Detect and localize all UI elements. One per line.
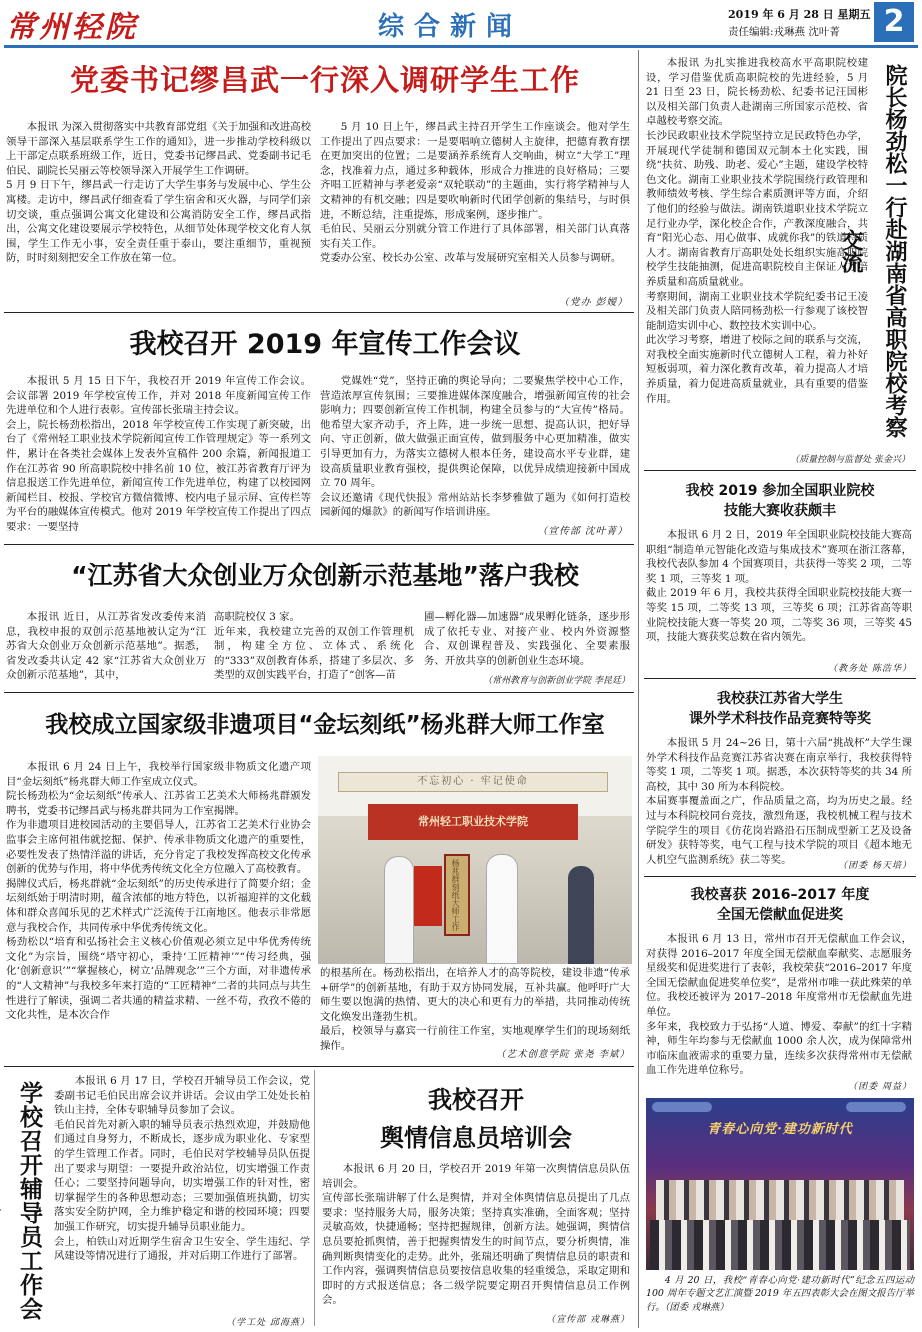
byline-a7: （质量控制与监督处 张金兴） [790, 455, 910, 465]
headline-a9-line2: 课外学术科技作品竞赛特等奖 [689, 711, 871, 727]
article-a9-text: 本报讯 5 月 24~26 日，第十六届“挑战杯”大学生课外学术科技作品竞赛江苏省决赛在南京举行，我校获得特等奖 1 项，二等奖 1 项。据悉，本次获特等奖的共 34 所高校，其中 30 所为本科院校。 本届赛事覆盖面之广，作品质量之高，均为历史之最。经过与本科院校同台竞技，激烈角逐，我校机械工程与技术学院学生的项目《仿花岗岩路沿石压制成型新工艺及设备研发》获特等奖，电气工程与技术学院的项目《超本地无人机空气监测系统》获二等奖。 [646, 737, 912, 866]
crowd-back-row [656, 1180, 904, 1220]
photo-plaque: 杨兆群刻纸大师工作 [444, 854, 470, 936]
headline-a10-line2: 全国无偿献血促进奖 [717, 907, 843, 923]
article-a2-col2: 党媒姓“党”，坚持正确的舆论导向；二要聚焦学校中心工作，营造浓厚宣传氛围；三要推进媒体深度融合，增强新闻宣传的社会影响力；四要创新宣传工作机制，构建全员参与的“大宣传”格局。他希望大家齐动手，齐上阵，进一步统一思想、提高认识，把好导向、守正创新，做大做强正面宣传，做到服务中心更加精准，做实引导更加有力，为落实立德树人根本任务，建设高水平专业群，建设高质量职业教育强校，提供舆论保障，以优异成绩迎接新中国成立 70 周年。 会议还邀请《现代快报》常州站站长李梦雅做了题为《如何打造校园新闻的爆款》的新闻写作培训讲座。 [320, 375, 630, 519]
person-right [486, 854, 518, 964]
headline-a9-line1: 我校获江苏省大学生 [717, 691, 843, 707]
article-a8-text: 本报讯 6 月 2 日，2019 年全国职业院校技能大赛高职组“制造单元智能化改造与集成技术”赛项在浙江落幕，我校代表队参加 4 个国赛项目，共获得一等奖 2 项，二等奖 1 项，三等奖 1 项。 截止 2019 年 6 月，我校共获得全国职业院校技能大赛一等奖 15 项，二等奖 13 项，三等奖 6 项；江苏省高等职业院校技能大赛一等奖 20 项，二等奖 36 项，三等奖 45 项，技能大赛获奖总数在省内领先。 [646, 529, 912, 644]
masthead-rule [4, 45, 918, 48]
byline-a6: （宣传部 戎琳燕） [546, 1315, 630, 1325]
article-a2-col1: 本报讯 5 月 15 日下午，我校召开 2019 年宣传工作会议。会议部署 2019 年学校宣传工作，并对 2018 年度新闻宣传工作先进单位和个人进行表彰。宣传部长张瑞主持会议。 会上，院长杨劲松指出，2018 年学校宣传工作实现了新突破，出台了《常州轻工职业技术学院新闻宣传工作管理规定》等一系列文件，累计在各类社会媒体上发表外宣稿件 200 余篇，新闻报道工作在江苏省 90 所高职院校中排名前 10 位，被江苏省教育厅评为信息报送工作先进单位，新闻宣传工作先进单位，构建了以校园网新闻栏目、校报、学校官方微信微博、校内电子显示屏、宣传栏等为平台的融媒体宣传模式。他对 2019 年学校宣传工作提出了四点要求：一要坚持 [6, 375, 311, 533]
article-a3-col2: 高职院校仅 3 家。 近年来，我校建立完善的双创工作管理机制，构建全方位、立体式、系统化的“333”双创教育体系，搭建了多层次、多类型的双创实践平台，打造了“创客—苗 [214, 611, 414, 682]
headline-a2: 我校召开 2019 年宣传工作会议 [129, 329, 521, 360]
column-divider [638, 50, 639, 1328]
headline-a8-line2: 技能大赛收获颇丰 [724, 503, 836, 519]
article-a4-col1: 本报讯 6 月 24 日上午，我校举行国家级非物质文化遗产项目“金坛刻纸”杨兆群大师工作室成立仪式。 院长杨劲松为“金坛刻纸”传承人、江苏省工艺美术大师杨兆群颁发聘书，党委书记缪昌武与杨兆群共同为工作室揭牌。 作为非遗项目进校园活动的主要倡导人，江苏省工艺美术行业协会监事会主席何祖伟就挖掘、保护、传承非物质文化遗产的重要性，必要性发表了热情洋溢的讲话，充分肯定了我校发挥高校文化传承创新的优势与作用，将中华优秀传统文化全方位融入了高校教育。 揭牌仪式后，杨兆群就“金坛刻纸”的历史传承进行了简要介绍；金坛刻纸始于明清时期，蕴含浓郁的地方特色，以祈福迎祥的文化载体和群众喜闻乐见的艺术样式广泛流传于江南地区。他表示非常愿意与我校合作，共同传承中华优秀传统文化。 杨劲松以“培育和弘扬社会主义核心价值观必须立足中华优秀传统文化”为宗旨，围绕“塔守初心，秉持‘工匠精神’”“传习经典，强化‘创新意识’”“掌握核心，树立‘品牌观念’”三个方面，对非遗传承的“人文精神”与我校多年来打造的“工匠精神”二者的共同点与共生性进行了解读，强调二者共通的精益求精、一丝不苟，孜孜不倦的文化共性，是本次合作 [6, 761, 311, 1022]
issue-date: 2019 年 6 月 28 日 星期五 [728, 8, 871, 21]
photo-banner: 不忘初心 · 牢记使命 [338, 772, 608, 792]
headline-a1: 党委书记缪昌武一行深入调研学生工作 [69, 63, 580, 97]
person-far-right [568, 866, 594, 964]
masthead [0, 0, 922, 44]
concert-photo [646, 1098, 914, 1270]
byline-a5: （学工处 邱海燕） [226, 1318, 310, 1328]
headline-a5: 学校召开辅导员工作会 [16, 1081, 42, 1321]
byline-a3: （常州教育与创新创业学院 李昆廷） [483, 676, 630, 686]
concert-banner: 青春心向党·建功新时代 [707, 1122, 853, 1137]
article-a3-col1: 本报讯 近日，从江苏省发改委传来消息，我校申报的双创示范基地被认定为“江苏省大众创业万众创新示范基地”。据悉，省发改委共认定 42 家“江苏省大众创业万众创新示范基地”，其中， [6, 611, 206, 682]
section-title: 综合新闻 [378, 12, 523, 42]
headline-a7: 院长杨劲松一行赴湖南省高职院校考察交流 [838, 64, 907, 438]
crowd-front-row [650, 1220, 910, 1270]
byline-a10: （团委 周益） [848, 1082, 912, 1092]
concert-caption: 4 月 20 日，我校“青春心向党·建功新时代”纪念五四运动 100 周年专题文艺汇演暨 2019 年五四表彰大会在图文报告厅举行。（团委 戎琳燕） [646, 1275, 914, 1313]
article-a4-col2: 的根基所在。杨劲松指出，在培养人才的高等院校，建设非遗“传承+研学”的创新基地，有助于双方协同发展，互补共赢。他呼吁广大师生要以饱满的热情、更大的决心和更有力的举措，共同推动传统文化焕发出蓬勃生机。 最后，校领导与嘉宾一行前往工作室，实地观摩学生们的现场刻纸操作。 [320, 967, 630, 1052]
byline-a2: （宣传部 沈叶菁） [537, 526, 628, 537]
article-a1-col2: 5 月 10 日上午，缪昌武主持召开学生工作座谈会。他对学生工作提出了四点要求：一是要唱响立德树人主旋律，把德育教育摆在更加突出的位置；二是要涵养系统育人交响曲，树立“大学工”理念，找准着力点，通过多种载体，形成合力推进的良好格局；三要齐唱工匠精神与孝老爱亲“双轮联动”的主题曲，实行将学精神与人文精神的有机交融；四是要吹响新时代团学创新的集结号，与时俱进，不断总结，注重提炼，形成案例，逐步推广。 毛伯民、吴丽云分别就分管工作进行了具体部署，相关部门认真落实有关工作。 党委办公室、校长办公室、改革与发展研究室相关人员参与调研。 [320, 121, 630, 265]
page-number: 2 [874, 2, 914, 42]
headline-a6-line1: 我校召开 [428, 1086, 524, 1114]
stage-light-right [846, 1102, 906, 1112]
divider-a8 [644, 678, 916, 679]
byline-a8: （教务处 陈浩华） [828, 664, 912, 674]
divider-a9 [644, 876, 916, 877]
divider-a2 [4, 544, 634, 545]
article-a3-col3: 圃—孵化器—加速器”成果孵化链条，逐步形成了依托专业、对接产业、校内外资源整合、双创课程普及、实践强化、全要素服务、开放共享的创新创业生态环境。 [424, 611, 630, 667]
byline-a4: （艺术创意学院 张尧 李斌） [495, 1049, 630, 1060]
paper-name: 常州轻院 [6, 10, 138, 45]
byline-a9: （团委 杨天培） [838, 861, 912, 871]
divider-a4 [4, 1066, 634, 1067]
headline-a6-line2: 舆情信息员培训会 [380, 1124, 572, 1152]
ceremony-photo [318, 756, 632, 964]
article-a10-text: 本报讯 6 月 13 日，常州市召开无偿献血工作会议，对获得 2016–2017 年度全国无偿献血奉献奖、志愿服务星级奖和促进奖进行了表彰，我校荣获“2016–2017 年度全国无偿献血促进奖单位奖”，是常州市唯一获此殊荣的单位。我校还被评为 2017–2018 年度常州市无偿献血先进单位。 多年来，我校致力于弘扬“人道、博爱、奉献”的红十字精神，师生年均参与无偿献血 1000 余人次，成为保障常州市临床血液需求的重要力量，连续多次获得常州市无偿献血工作先进单位称号。 [646, 933, 912, 1077]
divider-a7 [644, 470, 916, 471]
divider-a1 [4, 312, 634, 313]
person-left [384, 856, 414, 964]
headline-a10-line1: 我校喜获 2016–2017 年度 [690, 887, 870, 903]
divider-a5 [314, 1070, 315, 1326]
article-a1-col1: 本报讯 为深入贯彻落实中共教育部党组《关于加强和改进高校领导干部深入基层联系学生工作的通知》，进一步推动学校科级以上干部定点联系班级工作，近日，党委书记缪昌武、党委副书记毛伯民、副院长吴丽云等校领导深入开展学生工作调研。 5 月 9 日下午，缪昌武一行走访了大学生事务与发展中心、学生公寓楼。走访中，缪昌武仔细查看了学生宿舍和灭火器，与同学们亲切交谈，重点强调公寓文化建设和公寓消防安全工作，缪昌武指出，公寓文化建设要展示学校特色，从细节处体现学校文化育人氛围，学生工作无小事，安全责任重于泰山，要注重细节，重视预防，时时刻刻把安全工作放在第一位。 [6, 121, 311, 265]
byline-a1: （党办 彭嫒） [559, 297, 628, 308]
headline-a8-line1: 我校 2019 参加全国职业院校 [685, 483, 875, 499]
headline-a4: 我校成立国家级非遗项目“金坛刻纸”杨兆群大师工作室 [45, 712, 605, 738]
photo-board: 常州轻工职业技术学院 [368, 804, 578, 840]
editors: 责任编辑:戎琳燕 沈叶菁 [728, 26, 840, 38]
article-a6-text: 本报讯 6 月 20 日，学校召开 2019 年第一次舆情信息员队伍培训会。 宣传部长张瑞讲解了什么是舆情，并对全体舆情信息员提出了几点要求：坚持服务大局，服务决策；坚持真实准确，全面客观；坚持灵敏高效，快捷通畅；坚持把握规律，创新方法。她强调，舆情信息员要抢抓舆情，善于把握舆情发生的时间节点，要分析舆情，准确判断舆情变化的走势。此外，张瑞还明确了舆情信息员的职责和工作内容，强调舆情信息员要按信息收集的轻重缓急，采取定期和即时的方式报送信息；各二级学院要定期召开舆情信息员工作例会。 [322, 1163, 630, 1307]
red-cloth [414, 866, 442, 926]
article-a5-text: 本报讯 6 月 17 日，学校召开辅导员工作会议，党委副书记毛伯民出席会议并讲话。会议由学工处处长柏铁山主持，全体专职辅导员参加了会议。 毛伯民首先对新入职的辅导员表示热烈欢迎，并鼓励他们通过自身努力，不断成长，逐步成为职业化、专家型的学生管理工作者。同时，毛伯民对学校辅导员队伍提出了要求与期望：一要提升政治站位，切实增强工作责任心；二要坚持问题导向，切实增强工作的针对性，密切掌握学生的各种思想动态；三要加强值班执勤，切实落实安全防护网，全力维护稳定和谐的校园环境；四要加强工作研究，切实提升辅导员职业能力。 会上，柏铁山对近期学生宿舍卫生安全、学生违纪、学风建设等情况进行了通报，并对后期工作进行了部署。 [54, 1075, 310, 1263]
article-a7-text: 本报讯 为扎实推进我校高水平高职院校建设，学习借鉴优质高职院校的先进经验，5 月 21 日至 23 日，院长杨劲松、纪委书记汪国彬以及相关部门负责人赴湖南三所国家示范校、省卓越校考察交流。 长沙民政职业技术学院坚持立足民政特色办学，开展现代学徒制和德国双元制本土化实践，围绕“扶贫、助残、助老、爱心”主题，建设学校特色文化。湖南工业职业技术学院围绕行政管理和教师绩效考核、学生综合素质测评等方面，介绍了他们的经验与做法。湖南铁道职业技术学院立足行业办学，深化校企合作，产教深度融合，共育“阳光心态、用心做事、成就你我”的铁道特质人才。湖南省教育厅高职处处长组织实施高职院校学生技能抽测，促进高职院校自主保证人才培养质量和高质量就业。 考察期间，湖南工业职业技术学院纪委书记王凌及相关部门负责人陪同杨劲松一行参观了该校智能制造实训中心、数控技术实训中心。 此次学习考察，增进了校际之间的联系与交流，对我校全面实施新时代立德树人工程，着力补好短板弱项，着力深化教育改革，着力提高人才培养质量，着力促进高质量就业，具有重要的借鉴作用。 [646, 57, 868, 405]
divider-a3 [4, 692, 634, 693]
stage-light-left [652, 1102, 712, 1112]
headline-a3: “江苏省大众创业万众创新示范基地”落户我校 [71, 561, 579, 590]
